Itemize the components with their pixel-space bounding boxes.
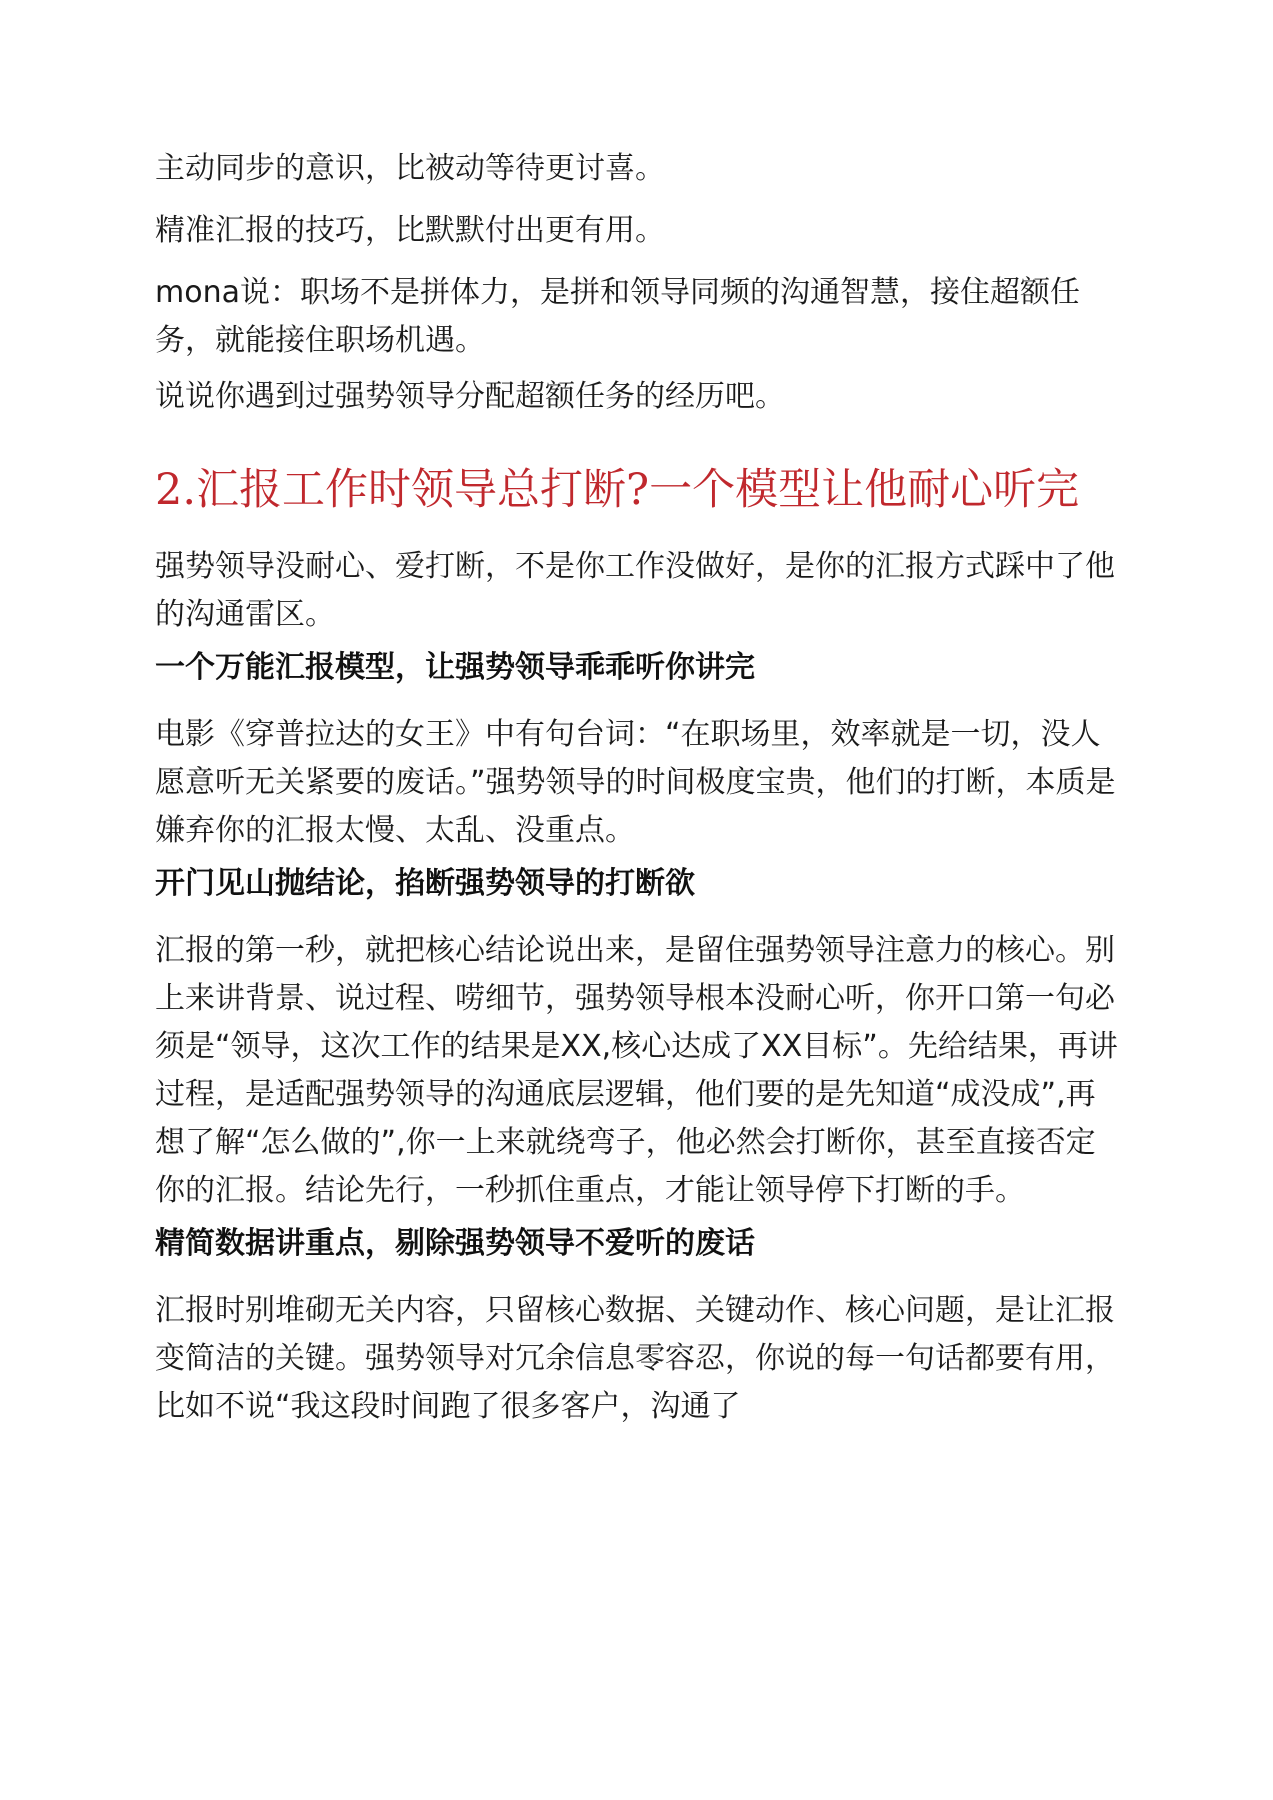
intro-paragraph-2: 精准汇报的技巧，比默默付出更有用。 [155,213,665,248]
body-paragraph-2: 汇报的第一秒，就把核心结论说出来，是留住强势领导注意力的核心。别上来讲背景、说过程、唠细节，强势领导根本没耐心听，你开口第一句必须是“领导，这次工作的结果是XX,核心达成了XX目标”。先给结果，再讲过程，是适配强势领导的沟通底层逻辑，他们要的是先知道“成没成”,再想了解“怎么做的”,你一上来就绕弯子，他必然会打断你，甚至直接否定你的汇报。结论先行，一秒抓住重点，才能让领导停下打断的手。 [155,933,1118,1208]
intro-paragraph-3: mona说：职场不是拼体力，是拼和领导同频的沟通智慧，接住超额任务，就能接住职场机遇。 [155,275,1080,358]
document-body [155,145,1120,1431]
subheading-1: 一个万能汇报模型，让强势领导乖乖听你讲完 [155,650,755,685]
body-paragraph-3: 汇报时别堆砌无关内容，只留核心数据、关键动作、核心问题，是让汇报变简洁的关键。强势领导对冗余信息零容忍，你说的每一句话都要有用，比如不说“我这段时间跑了很多客户，沟通了 [155,1293,1115,1424]
subheading-2: 开门见山抛结论，掐断强势领导的打断欲 [155,866,695,901]
intro-paragraph-1: 主动同步的意识，比被动等待更讨喜。 [155,151,665,186]
body-paragraph-1: 电影《穿普拉达的女王》中有句台词：“在职场里，效率就是一切，没人愿意听无关紧要的废话。”强势领导的时间极度宝贵，他们的打断，本质是嫌弃你的汇报太慢、太乱、没重点。 [155,717,1116,848]
section-lead: 强势领导没耐心、爱打断，不是你工作没做好，是你的汇报方式踩中了他的沟通雷区。 [155,549,1115,632]
intro-paragraph-4: 说说你遇到过强势领导分配超额任务的经历吧。 [155,379,785,414]
section-heading: 2.汇报工作时领导总打断?一个模型让他耐心听完 [155,465,1080,515]
subheading-3: 精简数据讲重点，剔除强势领导不爱听的废话 [155,1226,755,1261]
